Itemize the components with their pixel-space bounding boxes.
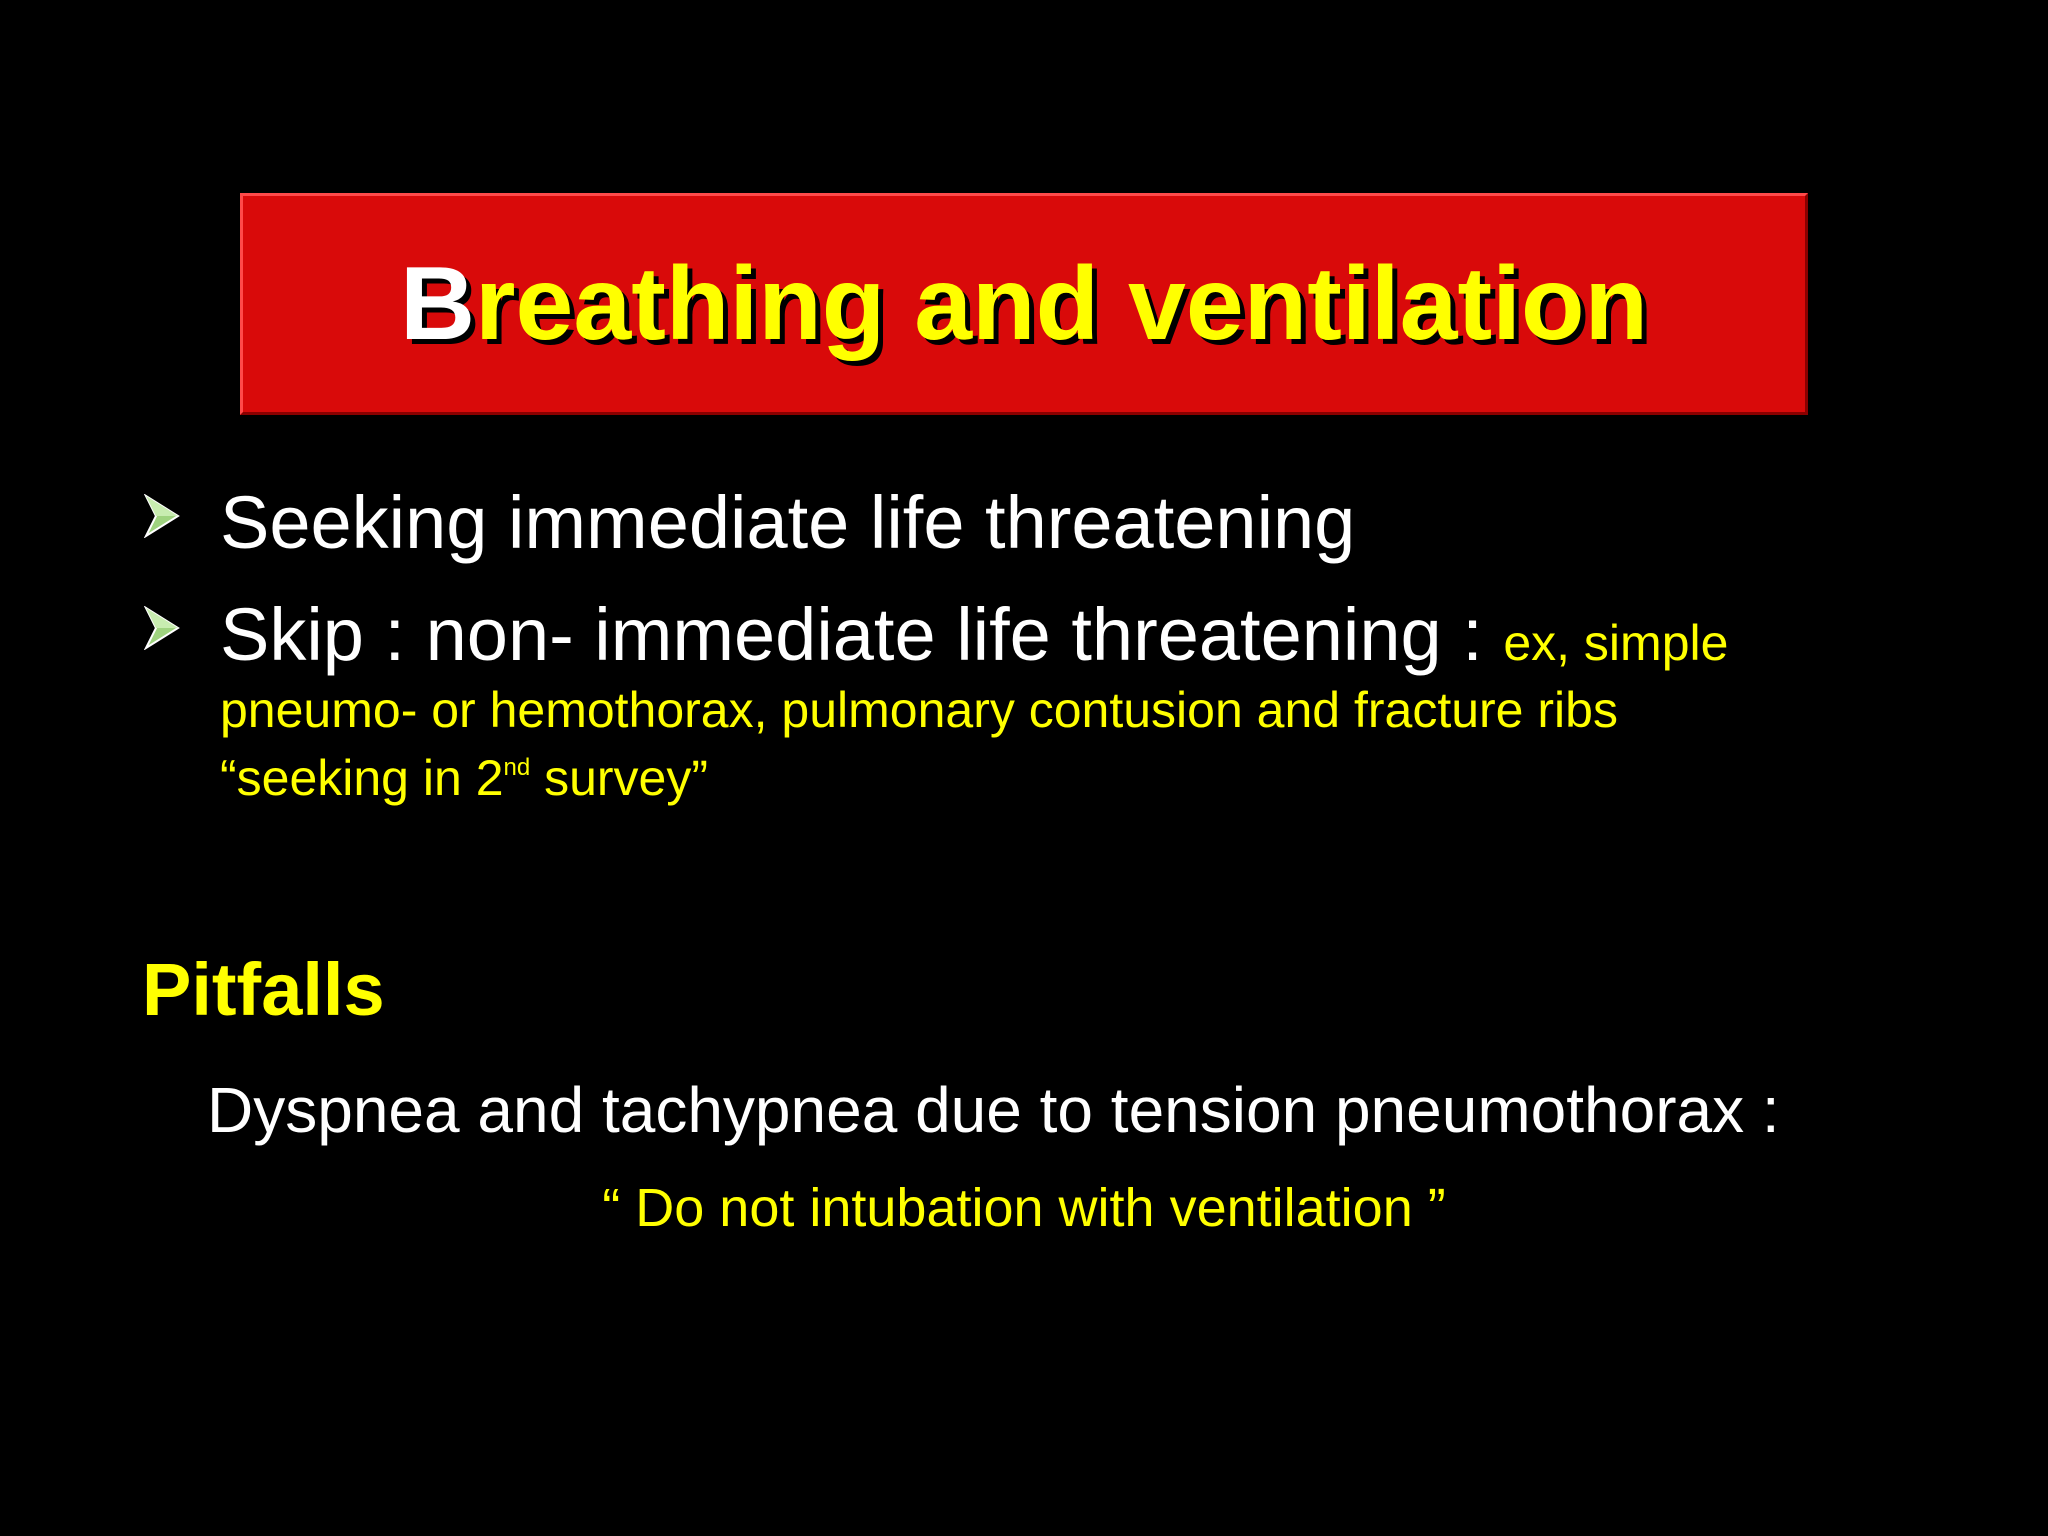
ordinal-suffix: nd — [503, 754, 531, 781]
title-rest: reathing and ventilation — [475, 246, 1649, 362]
bullet-item — [140, 470, 1940, 576]
bullet-main-line — [220, 582, 1940, 688]
title-first-letter: B — [399, 246, 476, 362]
bullet-text: Skip : non- immediate life threatening : — [220, 593, 1504, 676]
bullet-detail-line — [220, 744, 1940, 812]
detail-text: “seeking in 2 — [220, 750, 504, 806]
arrow-bullet-icon — [144, 494, 180, 538]
bullet-detail — [220, 676, 1940, 812]
bullet-list — [140, 470, 1940, 812]
bullet-text: Seeking immediate life threatening — [220, 481, 1356, 564]
arrow-bullet-icon — [144, 606, 180, 650]
pitfalls-heading: Pitfalls — [142, 948, 385, 1031]
bullet-detail-line: pneumo- or hemothorax, pulmonary contusion and fracture ribs — [220, 682, 1618, 738]
bullet-item — [140, 582, 1940, 812]
slide-title — [399, 246, 1649, 362]
title-banner — [240, 193, 1808, 415]
pitfall-text: Dyspnea and tachypnea due to tension pneumothorax : — [207, 1074, 1780, 1146]
pitfall-quote: “ Do not intubation with ventilation ” — [602, 1178, 1446, 1238]
detail-text: survey” — [530, 750, 709, 806]
bullet-detail-inline: ex, simple — [1503, 615, 1729, 671]
